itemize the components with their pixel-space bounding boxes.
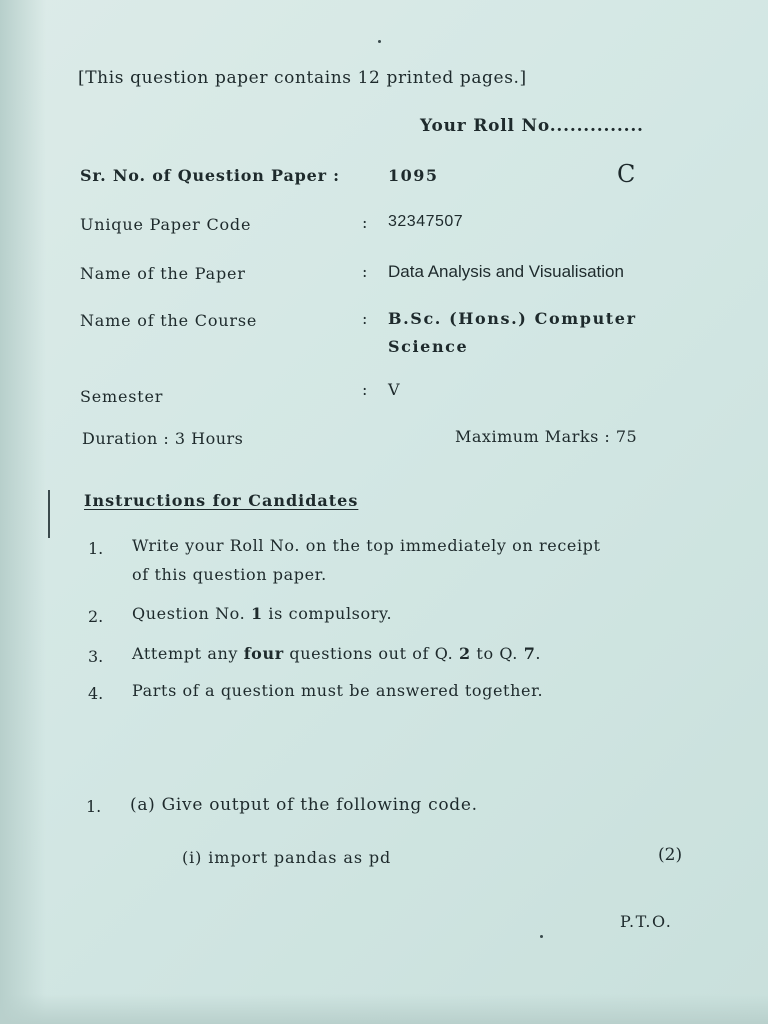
instruction-text: Question No. 1 is compulsory. bbox=[132, 604, 393, 623]
instructions-title: Instructions for Candidates bbox=[84, 491, 359, 510]
instruction-number: 4. bbox=[88, 684, 104, 703]
paper-speck bbox=[540, 935, 543, 938]
pages-note: [This question paper contains 12 printed pages.] bbox=[78, 68, 527, 88]
roll-number-field: Your Roll No.............. bbox=[420, 116, 644, 136]
question-number: 1. bbox=[86, 797, 102, 816]
question-sub-part: (i) import pandas as pd bbox=[182, 848, 392, 867]
sr-no-label: Sr. No. of Question Paper : bbox=[80, 166, 340, 185]
please-turn-over: P.T.O. bbox=[620, 912, 673, 931]
instruction-text-cont: of this question paper. bbox=[132, 565, 327, 584]
page-shadow-bottom bbox=[0, 994, 768, 1024]
course-name-label: Name of the Course bbox=[80, 311, 258, 330]
semester-label: Semester bbox=[80, 387, 164, 406]
paper-set-letter: C bbox=[617, 160, 636, 188]
paper-name-value: Data Analysis and Visualisation bbox=[388, 262, 624, 281]
paper-colon: : bbox=[362, 262, 368, 281]
question-part-a: (a) Give output of the following code. bbox=[130, 795, 478, 815]
course-name-value-cont: Science bbox=[388, 337, 469, 356]
instruction-number: 1. bbox=[88, 539, 104, 558]
course-name-value: B.Sc. (Hons.) Computer bbox=[388, 309, 637, 328]
duration: Duration : 3 Hours bbox=[82, 429, 244, 448]
instruction-number: 2. bbox=[88, 607, 104, 626]
instruction-text: Attempt any four questions out of Q. 2 to Q. 7. bbox=[132, 644, 542, 663]
page-shadow-left bbox=[0, 0, 46, 1024]
margin-pen-mark bbox=[48, 490, 50, 538]
semester-value: V bbox=[388, 380, 400, 399]
instruction-text: Write your Roll No. on the top immediately on receipt bbox=[132, 536, 601, 555]
course-colon: : bbox=[362, 309, 368, 328]
unique-paper-code-label: Unique Paper Code bbox=[80, 215, 252, 234]
maximum-marks: Maximum Marks : 75 bbox=[455, 427, 638, 446]
instruction-text: Parts of a question must be answered together. bbox=[132, 681, 544, 700]
question-marks: (2) bbox=[658, 845, 683, 865]
semester-colon: : bbox=[362, 380, 368, 399]
unique-paper-code-value: 32347507 bbox=[388, 213, 464, 230]
sr-no-value: 1095 bbox=[388, 166, 439, 185]
paper-name-label: Name of the Paper bbox=[80, 264, 246, 283]
instruction-number: 3. bbox=[88, 647, 104, 666]
upc-colon: : bbox=[362, 213, 368, 232]
paper-speck bbox=[378, 40, 381, 43]
